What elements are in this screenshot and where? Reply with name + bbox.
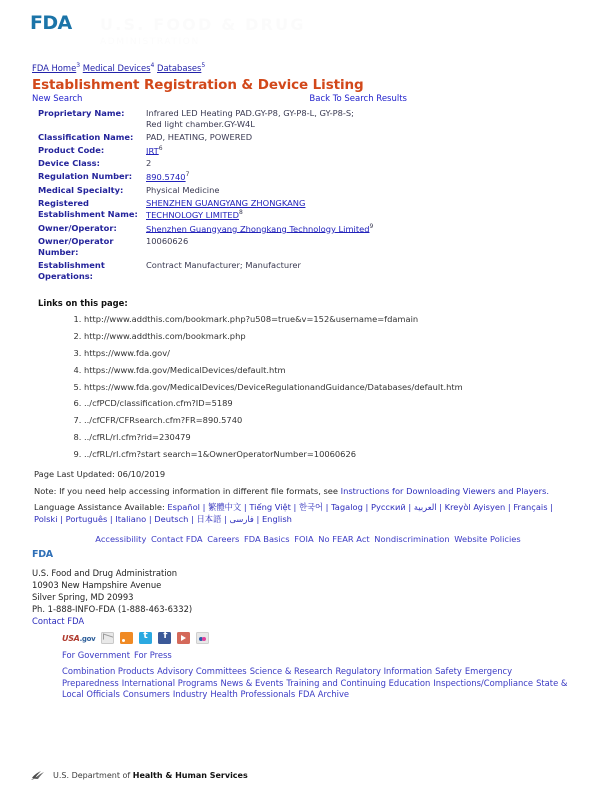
rss-icon[interactable] <box>120 632 133 644</box>
language-separator: | <box>188 513 197 524</box>
bottom-nav-link-0[interactable]: Combination Products <box>62 665 155 676</box>
address-city: Silver Spring, MD 20993 <box>32 591 134 602</box>
link-list-item: 2. http://www.addthis.com/bookmark.php <box>84 331 600 341</box>
language-link-11[interactable]: Italiano <box>115 513 147 524</box>
footer-fda-logo: FDA <box>32 549 53 561</box>
language-link-5[interactable]: Русский <box>370 502 406 513</box>
language-link-4[interactable]: Tagalog <box>331 502 363 513</box>
language-separator: | <box>146 513 155 524</box>
language-separator: | <box>505 502 514 513</box>
detail-label: Regulation Number: <box>38 171 133 182</box>
detail-label: Classification Name: <box>38 131 134 142</box>
policy-link-0[interactable]: Accessibility <box>95 534 147 545</box>
bottom-nav-link-6[interactable]: International Programs <box>121 677 218 688</box>
bottom-nav-links <box>0 660 600 702</box>
detail-label: Owner/Operator: <box>38 222 117 233</box>
downloading-viewers-link[interactable]: Instructions for Downloading Viewers and Players. <box>340 485 549 496</box>
language-separator: | <box>405 502 414 513</box>
policy-link-3[interactable]: FDA Basics <box>243 534 290 545</box>
link-list-item: 1. http://www.addthis.com/bookmark.php?u508=true&v=152&username=fdamain <box>84 314 600 324</box>
detail-value: Contract Manufacturer; Manufacturer <box>146 260 301 271</box>
youtube-icon[interactable] <box>177 632 190 644</box>
back-to-search-results-link[interactable]: Back To Search Results <box>309 93 407 104</box>
detail-value-link[interactable]: IRT <box>146 145 159 156</box>
file-format-note-text: Note: If you need help accessing information in different file formats, see <box>34 485 341 496</box>
links-on-page-list <box>38 314 600 459</box>
facebook-icon[interactable] <box>158 632 171 644</box>
bottom-nav-link-1[interactable]: Advisory Committees <box>157 665 247 676</box>
detail-value: PAD, HEATING, POWERED <box>146 131 253 142</box>
hhs-seal-icon <box>30 769 47 782</box>
detail-value: Infrared LED Heating PAD.GY-P8, GY-P8-L, GY-P8-S; Red light chamber.GY-W4L <box>146 107 354 129</box>
twitter-icon[interactable] <box>139 632 152 644</box>
link-list-item: 3. https://www.fda.gov/ <box>84 348 600 358</box>
detail-row <box>38 145 373 159</box>
detail-value[interactable] <box>146 171 373 185</box>
policy-links <box>0 530 600 546</box>
bottom-nav-link-4[interactable]: Safety <box>435 665 462 676</box>
contact-fda-link[interactable]: Contact FDA <box>32 615 85 626</box>
breadcrumb-item-0[interactable]: FDA Home <box>32 62 77 73</box>
language-separator: | <box>221 513 230 524</box>
language-link-10[interactable]: Português <box>65 513 108 524</box>
detail-value[interactable] <box>146 198 373 223</box>
language-link-7[interactable]: Kreyòl Ayisyen <box>444 502 506 513</box>
detail-label: Medical Specialty: <box>38 185 124 196</box>
usagov-logo[interactable]: USA.gov <box>62 633 96 643</box>
hhs-text-bold: Health & Human Services <box>132 771 248 780</box>
social-icon-bar <box>0 628 600 646</box>
masthead-ghost-title <box>100 14 306 48</box>
detail-row <box>38 236 373 260</box>
policy-link-7[interactable]: Website Policies <box>454 534 521 545</box>
link-list-item: 4. https://www.fda.gov/MedicalDevices/default.htm <box>84 365 600 375</box>
email-icon[interactable] <box>101 632 114 644</box>
masthead <box>0 0 600 62</box>
language-separator: | <box>199 502 209 513</box>
language-assistance-label: Language Assistance Available: <box>34 502 168 513</box>
language-link-13[interactable]: 日本語 <box>196 513 222 524</box>
bottom-nav-link-11[interactable]: Consumers <box>122 689 170 700</box>
bottom-nav-link-8[interactable]: Training and Continuing Education <box>286 677 431 688</box>
language-separator: | <box>57 513 66 524</box>
language-separator: | <box>241 502 250 513</box>
bottom-nav-link-2[interactable]: Science & Research <box>249 665 333 676</box>
policy-link-5[interactable]: No FEAR Act <box>318 534 370 545</box>
detail-label: Proprietary Name: <box>38 107 125 118</box>
link-list-item: 6. ../cfPCD/classification.cfm?ID=5189 <box>84 398 600 408</box>
link-list-item: 7. ../cfCFR/CFRsearch.cfm?FR=890.5740 <box>84 415 600 425</box>
language-link-6[interactable]: العربية <box>413 502 437 513</box>
breadcrumb-sup-0: 3 <box>76 62 81 69</box>
file-format-note <box>34 486 570 497</box>
detail-value-link[interactable]: 890.5740 <box>146 172 186 183</box>
address-phone: Ph. 1-888-INFO-FDA (1-888-463-6332) <box>32 603 193 614</box>
language-link-9[interactable]: Polski <box>34 513 58 524</box>
policy-link-2[interactable]: Careers <box>207 534 240 545</box>
detail-label: Device Class: <box>38 158 100 169</box>
address-agency: U.S. Food and Drug Administration <box>32 568 178 579</box>
detail-label: Product Code: <box>38 144 105 155</box>
title-link-bar <box>0 92 600 105</box>
detail-row <box>38 158 373 171</box>
links-on-page-heading: Links on this page: <box>38 298 128 309</box>
breadcrumb-sup-1: 4 <box>150 62 155 69</box>
link-list-item: 5. https://www.fda.gov/MedicalDevices/DeviceRegulationandGuidance/Databases/default.htm <box>84 382 600 392</box>
breadcrumb-item-2[interactable]: Databases <box>157 62 202 73</box>
language-separator: | <box>362 502 371 513</box>
device-detail-table <box>0 108 600 284</box>
link-list-item: 8. ../cfRL/rl.cfm?rid=230479 <box>84 432 600 442</box>
detail-row <box>38 108 373 132</box>
language-separator: | <box>323 502 332 513</box>
agency-address <box>0 560 600 628</box>
flickr-icon[interactable] <box>196 632 209 644</box>
detail-value: 2 <box>146 158 152 169</box>
language-separator: | <box>436 502 445 513</box>
gov-press-link-1[interactable]: For Press <box>133 649 172 660</box>
detail-label: Registered Establishment Name: <box>38 197 138 219</box>
policy-link-1[interactable]: Contact FDA <box>151 534 203 545</box>
detail-value-sup: 8 <box>239 208 243 216</box>
detail-row <box>38 223 373 237</box>
policy-link-6[interactable]: Nondiscrimination <box>374 534 450 545</box>
bottom-nav-link-12[interactable]: Industry <box>172 689 208 700</box>
gov-press-links <box>0 646 600 660</box>
policy-link-4[interactable]: FOIA <box>294 534 314 545</box>
language-link-1[interactable]: 繁體中文 <box>208 502 242 513</box>
language-link-3[interactable]: 한국어 <box>298 502 324 513</box>
masthead-ghost-sub: ADMINISTRATION <box>100 36 200 47</box>
detail-value: 10060626 <box>146 236 189 247</box>
detail-value-sup: 9 <box>369 222 374 230</box>
bottom-nav-link-3[interactable]: Regulatory Information <box>335 665 433 676</box>
fda-logo: FDA <box>30 12 72 34</box>
language-link-14[interactable]: فارسی <box>229 513 254 524</box>
detail-value[interactable] <box>146 223 373 237</box>
detail-value-sup: 6 <box>158 144 163 152</box>
bottom-nav-link-5[interactable]: Emergency Preparedness <box>62 665 513 688</box>
masthead-ghost-main: U.S. FOOD & DRUG <box>100 15 306 34</box>
hhs-footer <box>30 769 248 782</box>
detail-value-sup: 7 <box>185 171 190 179</box>
detail-row <box>38 260 373 284</box>
language-separator: | <box>107 513 116 524</box>
detail-value: Physical Medicine <box>146 185 220 196</box>
detail-value-link[interactable]: TECHNOLOGY LIMITED <box>146 209 240 220</box>
gov-press-link-0[interactable]: For Government <box>62 649 130 660</box>
bottom-nav-link-9[interactable]: Inspections/Compliance <box>433 677 534 688</box>
detail-row <box>38 171 373 185</box>
bottom-nav-link-10[interactable]: State & Local Officials <box>62 677 568 700</box>
detail-value-link[interactable]: SHENZHEN GUANGYANG ZHONGKANG <box>146 197 306 208</box>
language-assistance <box>34 502 570 525</box>
breadcrumb-item-1[interactable]: Medical Devices <box>82 62 151 73</box>
language-link-8[interactable]: Français <box>513 502 548 513</box>
detail-row <box>38 132 373 145</box>
detail-value[interactable] <box>146 145 373 159</box>
page-last-updated: Page Last Updated: 06/10/2019 <box>34 469 166 480</box>
bottom-nav-link-13[interactable]: Health Professionals <box>210 689 296 700</box>
detail-row <box>38 185 373 198</box>
address-street: 10903 New Hampshire Avenue <box>32 579 162 590</box>
hhs-text: U.S. Department of Health & Human Services <box>53 771 248 780</box>
breadcrumb-sup-2: 5 <box>201 62 206 69</box>
links-on-page-section <box>0 298 600 459</box>
detail-row <box>38 198 373 223</box>
language-link-15[interactable]: English <box>261 513 292 524</box>
notes-section <box>0 469 600 525</box>
language-separator: | <box>253 513 262 524</box>
detail-label: Establishment Operations: <box>38 260 105 282</box>
link-list-item: 9. ../cfRL/rl.cfm?start search=1&OwnerOperatorNumber=10060626 <box>84 449 600 459</box>
language-link-2[interactable]: Tiếng Việt <box>249 502 291 513</box>
new-search-link[interactable]: New Search <box>32 93 83 104</box>
page-title: Establishment Registration & Device Listing <box>32 76 364 93</box>
bottom-nav-link-14[interactable]: FDA Archive <box>298 689 350 700</box>
detail-value-link[interactable]: Shenzhen Guangyang Zhongkang Technology Limited <box>146 223 370 234</box>
language-link-12[interactable]: Deutsch <box>154 513 189 524</box>
language-link-0[interactable]: Español <box>167 502 200 513</box>
bottom-nav-link-7[interactable]: News & Events <box>220 677 284 688</box>
language-separator: | <box>290 502 299 513</box>
detail-label: Owner/Operator Number: <box>38 236 114 258</box>
breadcrumb <box>0 62 600 76</box>
language-separator: | <box>547 502 553 513</box>
